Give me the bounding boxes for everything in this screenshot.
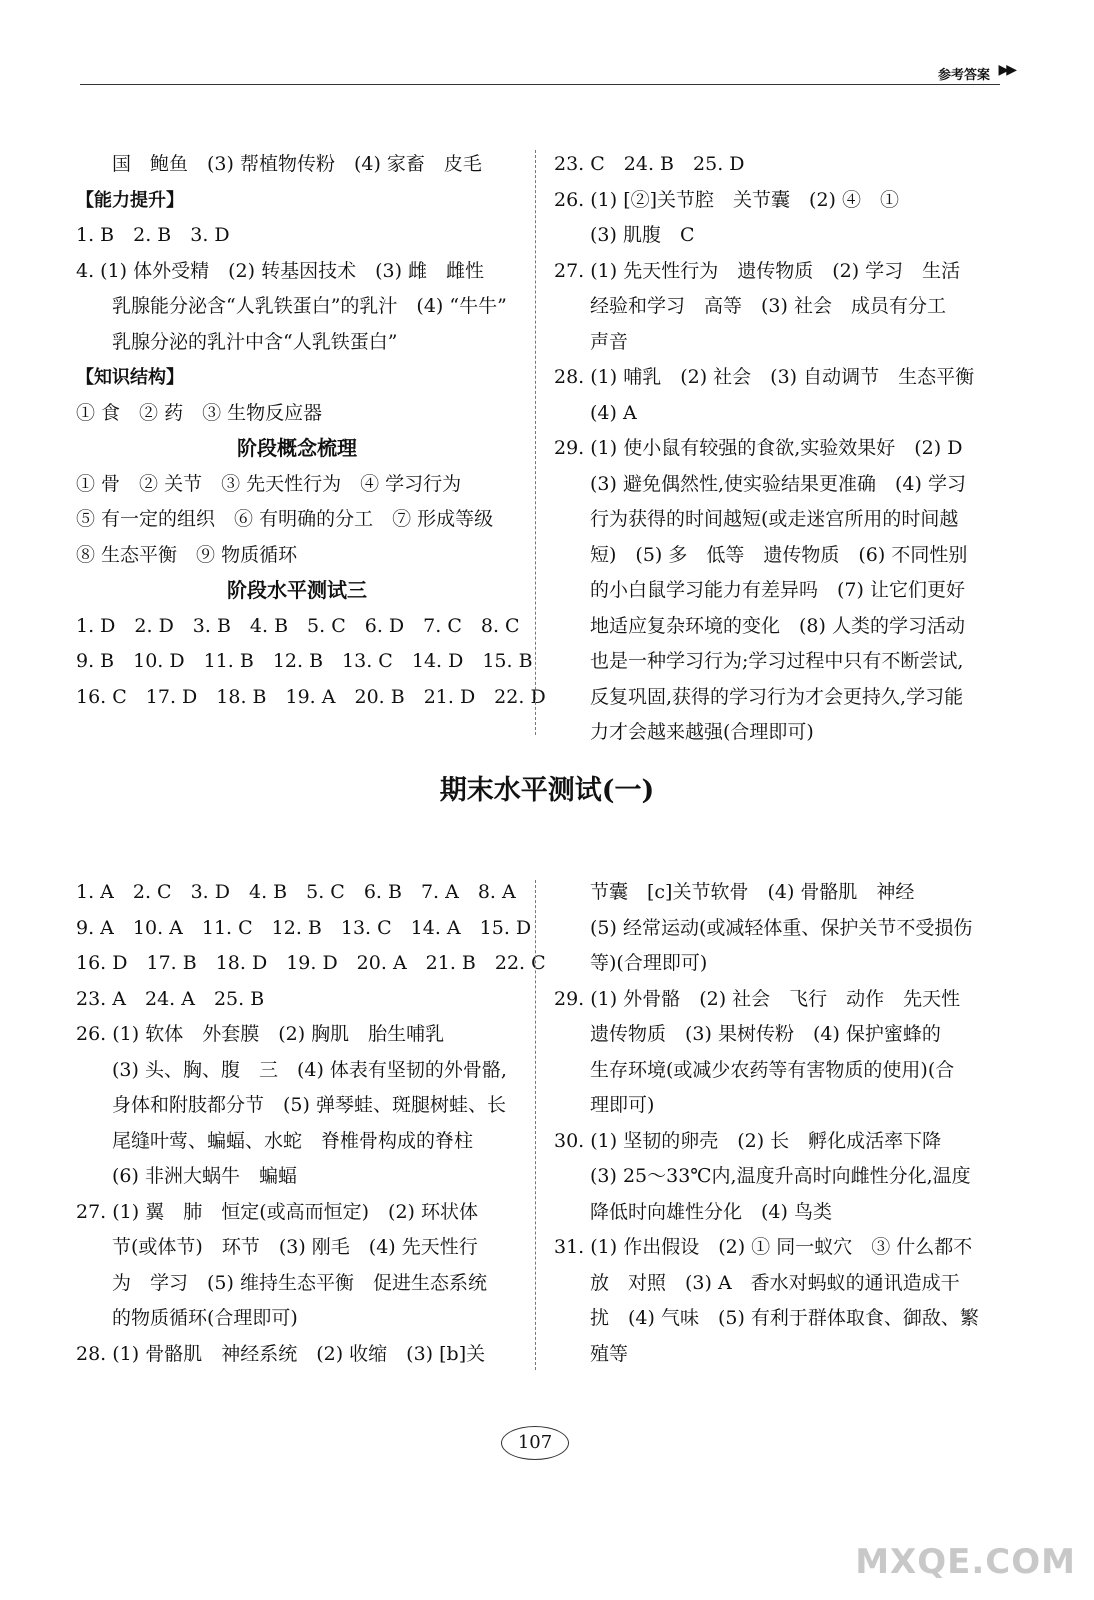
answer-line: 28. (1) 哺乳 (2) 社会 (3) 自动调节 生态平衡 bbox=[554, 366, 975, 388]
answer-line: 经验和学习 高等 (3) 社会 成员有分工 bbox=[590, 295, 946, 317]
answer-line: 阶段水平测试三 bbox=[227, 578, 367, 602]
answer-line: 放 对照 (3) A 香水对蚂蚁的通讯造成干 bbox=[590, 1271, 960, 1294]
answer-line: (5) 经常运动(或减轻体重、保护关节不受损伤 bbox=[590, 916, 973, 939]
answer-line: 节(或体节) 环节 (3) 刚毛 (4) 先天性行 bbox=[112, 1236, 478, 1258]
answer-line: 节囊 [c]关节软骨 (4) 骨骼肌 神经 bbox=[590, 881, 915, 903]
answer-line: 尾缝叶莺、蝙蝠、水蛇 脊椎骨构成的脊柱 bbox=[112, 1129, 474, 1152]
answer-line: 29. (1) 使小鼠有较强的食欲,实验效果好 (2) D bbox=[554, 437, 963, 459]
answer-line: 31. (1) 作出假设 (2) ① 同一蚁穴 ③ 什么都不 bbox=[554, 1236, 973, 1258]
answer-line: 27. (1) 先天性行为 遗传物质 (2) 学习 生活 bbox=[554, 259, 961, 282]
page-number: 107 bbox=[501, 1426, 569, 1460]
answer-line: 遗传物质 (3) 果树传粉 (4) 保护蜜蜂的 bbox=[590, 1023, 941, 1045]
answer-line: 16. C 17. D 18. B 19. A 20. B 21. D 22. D bbox=[76, 685, 546, 708]
answer-line: 等)(合理即可) bbox=[590, 952, 708, 974]
answer-line: (4) A bbox=[590, 401, 637, 424]
header-label: 参考答案 bbox=[937, 68, 990, 83]
answer-line: 16. D 17. B 18. D 19. D 20. A 21. B 22. C bbox=[76, 952, 546, 974]
answer-line: 9. A 10. A 11. C 12. B 13. C 14. A 15. D bbox=[76, 916, 532, 939]
answer-line: (6) 非洲大蜗牛 蝙蝠 bbox=[112, 1165, 297, 1187]
answer-line: 降低时向雄性分化 (4) 鸟类 bbox=[590, 1200, 832, 1223]
column-divider bbox=[535, 150, 536, 735]
answer-line: ⑧ 生态平衡 ⑨ 物质循环 bbox=[76, 543, 298, 566]
answer-line: 28. (1) 骨骼肌 神经系统 (2) 收缩 (3) [b]关 bbox=[76, 1342, 486, 1365]
answer-line: 扰 (4) 气味 (5) 有利于群体取食、御敌、繁 bbox=[590, 1307, 979, 1329]
answer-line: ① 食 ② 药 ③ 生物反应器 bbox=[76, 401, 323, 424]
section-title: 期末水平测试(一) bbox=[439, 775, 655, 806]
answer-line: 1. D 2. D 3. B 4. B 5. C 6. D 7. C 8. C bbox=[76, 614, 520, 637]
section2-right-column bbox=[554, 875, 1004, 1372]
answer-line: (3) 避免偶然性,使实验结果更准确 (4) 学习 bbox=[590, 472, 966, 495]
answer-line: (3) 25～33℃内,温度升高时向雌性分化,温度 bbox=[590, 1165, 971, 1187]
answer-line: 身体和附肢都分节 (5) 弹琴蛙、斑腿树蛙、长 bbox=[112, 1094, 506, 1116]
answer-line: 地适应复杂环境的变化 (8) 人类的学习活动 bbox=[590, 614, 965, 637]
answer-line: ⑤ 有一定的组织 ⑥ 有明确的分工 ⑦ 形成等级 bbox=[76, 508, 494, 530]
answer-line: 27. (1) 翼 肺 恒定(或高而恒定) (2) 环状体 bbox=[76, 1200, 478, 1223]
answer-line: 理即可) bbox=[590, 1094, 655, 1116]
answer-line: 23. A 24. A 25. B bbox=[76, 987, 265, 1010]
answer-line: 声音 bbox=[590, 330, 629, 353]
answer-line: 【能力提升】 bbox=[76, 189, 184, 211]
answer-line: 乳腺能分泌含“人乳铁蛋白”的乳汁 (4) “牛牛” bbox=[112, 295, 507, 317]
answer-line: 乳腺分泌的乳汁中含“人乳铁蛋白” bbox=[112, 330, 398, 353]
header-arrow-icon: ▶▶ bbox=[998, 62, 1014, 78]
answer-line: 生存环境(或减少农药等有害物质的使用)(合 bbox=[590, 1058, 955, 1081]
column-divider bbox=[535, 880, 536, 1370]
section1-left-column bbox=[76, 147, 546, 715]
section2-left-column bbox=[76, 875, 546, 1372]
watermark-logo: MXQE.COM bbox=[855, 1542, 1076, 1582]
answer-line: 为 学习 (5) 维持生态平衡 促进生态系统 bbox=[112, 1271, 487, 1294]
answer-line: 9. B 10. D 11. B 12. B 13. C 14. D 15. B bbox=[76, 650, 533, 672]
answer-line: 23. C 24. B 25. D bbox=[554, 153, 745, 175]
answer-line: 【知识结构】 bbox=[76, 367, 184, 388]
answer-line: 的物质循环(合理即可) bbox=[112, 1307, 298, 1329]
answer-line: 短) (5) 多 低等 遗传物质 (6) 不同性别 bbox=[590, 543, 968, 566]
answer-line: 29. (1) 外骨骼 (2) 社会 飞行 动作 先天性 bbox=[554, 987, 961, 1010]
answer-line: 30. (1) 坚韧的卵壳 (2) 长 孵化成活率下降 bbox=[554, 1129, 942, 1152]
answer-line: 行为获得的时间越短(或走迷宫所用的时间越 bbox=[590, 508, 959, 530]
answer-line: (3) 头、胸、腹 三 (4) 体表有坚韧的外骨骼, bbox=[112, 1058, 507, 1081]
answer-line: 反复巩固,获得的学习行为才会更持久,学习能 bbox=[590, 685, 964, 708]
answer-line: 殖等 bbox=[590, 1342, 629, 1365]
header-rule bbox=[80, 84, 1000, 85]
section1-right-column bbox=[554, 147, 1004, 751]
answer-line: 26. (1) [②]关节腔 关节囊 (2) ④ ① bbox=[554, 188, 899, 211]
answer-line: 1. A 2. C 3. D 4. B 5. C 6. B 7. A 8. A bbox=[76, 881, 516, 903]
answer-line: 4. (1) 体外受精 (2) 转基因技术 (3) 雌 雌性 bbox=[76, 259, 485, 282]
answer-line: 国 鲍鱼 (3) 帮植物传粉 (4) 家畜 皮毛 bbox=[112, 153, 482, 175]
answer-line: 的小白鼠学习能力有差异吗 (7) 让它们更好 bbox=[590, 579, 965, 601]
answer-line: 26. (1) 软体 外套膜 (2) 胸肌 胎生哺乳 bbox=[76, 1023, 445, 1045]
answer-line: 力才会越来越强(合理即可) bbox=[590, 721, 814, 743]
answer-line: 阶段概念梳理 bbox=[237, 436, 357, 460]
answer-line: (3) 肌腹 C bbox=[590, 224, 695, 246]
answer-line: 1. B 2. B 3. D bbox=[76, 224, 230, 246]
answer-line: ① 骨 ② 关节 ③ 先天性行为 ④ 学习行为 bbox=[76, 472, 462, 495]
answer-line: 也是一种学习行为;学习过程中只有不断尝试, bbox=[590, 650, 964, 672]
